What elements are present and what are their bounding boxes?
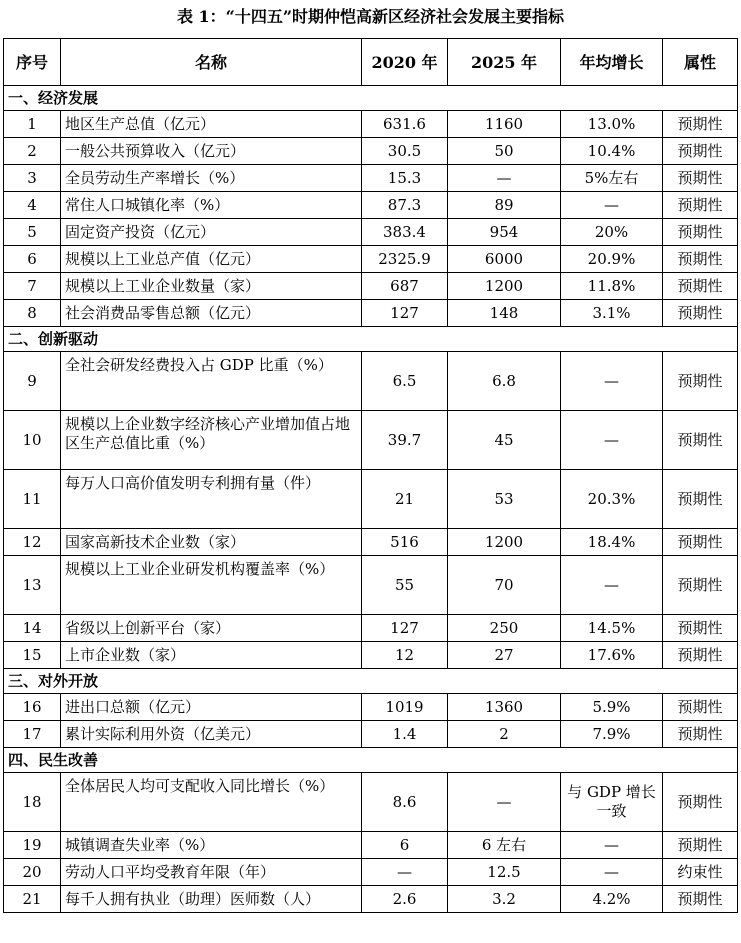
cell-growth: 3.1% [561, 300, 663, 327]
table-row [4, 192, 738, 219]
cell-name: 全员劳动生产率增长（%） [61, 165, 362, 192]
cell-attr: 预期性 [663, 470, 738, 529]
cell-growth: 7.9% [561, 721, 663, 748]
cell-2020: 383.4 [362, 219, 448, 246]
indicators-table [3, 38, 738, 913]
cell-no: 10 [4, 411, 61, 470]
cell-2025: 45 [448, 411, 561, 470]
cell-no: 21 [4, 886, 61, 913]
cell-growth: — [561, 411, 663, 470]
cell-name: 规模以上工业企业数量（家） [61, 273, 362, 300]
cell-name: 劳动人口平均受教育年限（年） [61, 859, 362, 886]
table-row [4, 832, 738, 859]
cell-2020: 516 [362, 529, 448, 556]
section-title: 三、对外开放 [4, 669, 738, 694]
cell-name: 国家高新技术企业数（家） [61, 529, 362, 556]
cell-2020: 687 [362, 273, 448, 300]
table-row [4, 300, 738, 327]
cell-no: 20 [4, 859, 61, 886]
cell-name: 规模以上企业数字经济核心产业增加值占地区生产总值比重（%） [61, 411, 362, 470]
table-row [4, 165, 738, 192]
cell-attr: 预期性 [663, 615, 738, 642]
cell-no: 6 [4, 246, 61, 273]
cell-2025: 250 [448, 615, 561, 642]
section-row [4, 86, 738, 111]
cell-name: 常住人口城镇化率（%） [61, 192, 362, 219]
cell-2020: 15.3 [362, 165, 448, 192]
cell-no: 15 [4, 642, 61, 669]
cell-attr: 预期性 [663, 192, 738, 219]
cell-no: 12 [4, 529, 61, 556]
cell-name: 规模以上工业总产值（亿元） [61, 246, 362, 273]
cell-2020: 1.4 [362, 721, 448, 748]
cell-no: 5 [4, 219, 61, 246]
cell-growth: 20% [561, 219, 663, 246]
section-row [4, 669, 738, 694]
header-attr: 属性 [663, 39, 738, 86]
table-row [4, 219, 738, 246]
cell-2025: 6 左右 [448, 832, 561, 859]
cell-growth: — [561, 192, 663, 219]
cell-no: 3 [4, 165, 61, 192]
cell-no: 14 [4, 615, 61, 642]
cell-attr: 预期性 [663, 832, 738, 859]
header-2025: 2025 年 [448, 39, 561, 86]
cell-attr: 预期性 [663, 694, 738, 721]
cell-attr: 预期性 [663, 642, 738, 669]
cell-2025: 89 [448, 192, 561, 219]
cell-no: 7 [4, 273, 61, 300]
cell-growth: 与 GDP 增长一致 [561, 773, 663, 832]
table-row [4, 138, 738, 165]
header-2020: 2020 年 [362, 39, 448, 86]
cell-2020: 2.6 [362, 886, 448, 913]
cell-attr: 约束性 [663, 859, 738, 886]
table-title: 表 1：“十四五”时期仲恺高新区经济社会发展主要指标 [176, 7, 565, 26]
header-no: 序号 [4, 39, 61, 86]
cell-growth: 17.6% [561, 642, 663, 669]
cell-name: 规模以上工业企业研发机构覆盖率（%） [61, 556, 362, 615]
cell-growth: — [561, 832, 663, 859]
table-row [4, 773, 738, 832]
cell-name: 城镇调查失业率（%） [61, 832, 362, 859]
cell-no: 1 [4, 111, 61, 138]
cell-growth: 5.9% [561, 694, 663, 721]
cell-2020: 39.7 [362, 411, 448, 470]
cell-attr: 预期性 [663, 886, 738, 913]
cell-no: 4 [4, 192, 61, 219]
table-row [4, 411, 738, 470]
cell-no: 19 [4, 832, 61, 859]
cell-2025: — [448, 773, 561, 832]
table-row [4, 721, 738, 748]
cell-2020: 6 [362, 832, 448, 859]
cell-name: 每千人拥有执业（助理）医师数（人） [61, 886, 362, 913]
table-row [4, 273, 738, 300]
cell-no: 8 [4, 300, 61, 327]
cell-name: 上市企业数（家） [61, 642, 362, 669]
cell-growth: 20.3% [561, 470, 663, 529]
cell-attr: 预期性 [663, 165, 738, 192]
cell-name: 每万人口高价值发明专利拥有量（件） [61, 470, 362, 529]
cell-attr: 预期性 [663, 352, 738, 411]
cell-no: 9 [4, 352, 61, 411]
cell-2025: 1200 [448, 273, 561, 300]
cell-name: 一般公共预算收入（亿元） [61, 138, 362, 165]
table-row [4, 615, 738, 642]
cell-2020: 55 [362, 556, 448, 615]
cell-name: 地区生产总值（亿元） [61, 111, 362, 138]
cell-no: 17 [4, 721, 61, 748]
cell-2025: 1160 [448, 111, 561, 138]
cell-attr: 预期性 [663, 111, 738, 138]
cell-growth: 10.4% [561, 138, 663, 165]
cell-2025: 3.2 [448, 886, 561, 913]
table-row [4, 111, 738, 138]
table-row [4, 886, 738, 913]
cell-2025: 1200 [448, 529, 561, 556]
cell-2025: 954 [448, 219, 561, 246]
cell-growth: 13.0% [561, 111, 663, 138]
table-row [4, 352, 738, 411]
cell-2020: 8.6 [362, 773, 448, 832]
cell-growth: 11.8% [561, 273, 663, 300]
cell-attr: 预期性 [663, 529, 738, 556]
cell-no: 18 [4, 773, 61, 832]
table-row [4, 642, 738, 669]
cell-2020: 6.5 [362, 352, 448, 411]
cell-2025: 2 [448, 721, 561, 748]
cell-attr: 预期性 [663, 138, 738, 165]
cell-2025: 6000 [448, 246, 561, 273]
cell-attr: 预期性 [663, 556, 738, 615]
cell-growth: 14.5% [561, 615, 663, 642]
table-row [4, 694, 738, 721]
cell-name: 累计实际利用外资（亿美元） [61, 721, 362, 748]
header-row [4, 39, 738, 86]
section-row [4, 748, 738, 773]
cell-attr: 预期性 [663, 721, 738, 748]
cell-name: 进出口总额（亿元） [61, 694, 362, 721]
cell-growth: 18.4% [561, 529, 663, 556]
cell-growth: 20.9% [561, 246, 663, 273]
section-title: 一、经济发展 [4, 86, 738, 111]
cell-name: 固定资产投资（亿元） [61, 219, 362, 246]
header-growth: 年均增长 [561, 39, 663, 86]
cell-2020: 127 [362, 300, 448, 327]
cell-growth: — [561, 859, 663, 886]
cell-2025: 53 [448, 470, 561, 529]
cell-2020: 631.6 [362, 111, 448, 138]
cell-name: 全体居民人均可支配收入同比增长（%） [61, 773, 362, 832]
cell-growth: 5%左右 [561, 165, 663, 192]
cell-2025: 12.5 [448, 859, 561, 886]
table-row [4, 246, 738, 273]
cell-no: 11 [4, 470, 61, 529]
cell-2020: 12 [362, 642, 448, 669]
cell-2025: 1360 [448, 694, 561, 721]
cell-attr: 预期性 [663, 219, 738, 246]
cell-2025: 27 [448, 642, 561, 669]
cell-2025: 6.8 [448, 352, 561, 411]
cell-2020: 30.5 [362, 138, 448, 165]
cell-name: 省级以上创新平台（家） [61, 615, 362, 642]
cell-2020: 2325.9 [362, 246, 448, 273]
cell-growth: — [561, 556, 663, 615]
section-title: 二、创新驱动 [4, 327, 738, 352]
cell-growth: — [561, 352, 663, 411]
cell-2020: 127 [362, 615, 448, 642]
table-row [4, 556, 738, 615]
cell-attr: 预期性 [663, 273, 738, 300]
cell-2025: 70 [448, 556, 561, 615]
cell-2020: 87.3 [362, 192, 448, 219]
table-row [4, 859, 738, 886]
cell-2020: 21 [362, 470, 448, 529]
cell-attr: 预期性 [663, 411, 738, 470]
table-row [4, 529, 738, 556]
cell-2020: 1019 [362, 694, 448, 721]
cell-name: 全社会研发经费投入占 GDP 比重（%） [61, 352, 362, 411]
cell-2025: 50 [448, 138, 561, 165]
cell-no: 16 [4, 694, 61, 721]
section-row [4, 327, 738, 352]
cell-attr: 预期性 [663, 246, 738, 273]
cell-2025: 148 [448, 300, 561, 327]
header-name: 名称 [61, 39, 362, 86]
cell-name: 社会消费品零售总额（亿元） [61, 300, 362, 327]
section-title: 四、民生改善 [4, 748, 738, 773]
table-body [4, 86, 738, 913]
cell-attr: 预期性 [663, 773, 738, 832]
cell-attr: 预期性 [663, 300, 738, 327]
cell-2020: — [362, 859, 448, 886]
cell-2025: — [448, 165, 561, 192]
cell-growth: 4.2% [561, 886, 663, 913]
cell-no: 13 [4, 556, 61, 615]
table-row [4, 470, 738, 529]
cell-no: 2 [4, 138, 61, 165]
